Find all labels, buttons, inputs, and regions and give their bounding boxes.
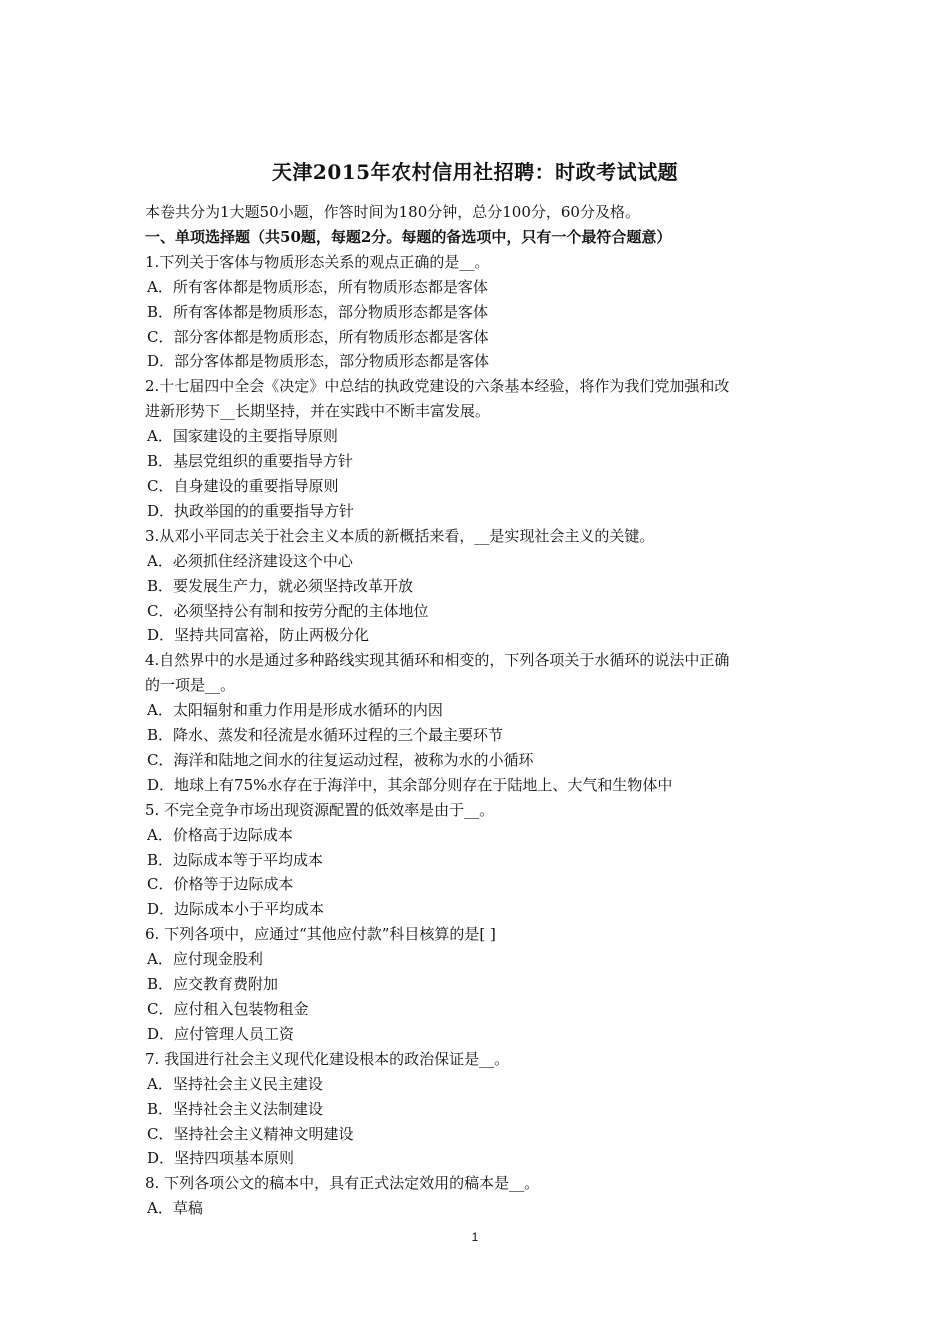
answer-option: C．海洋和陆地之间水的往复运动过程，被称为水的小循环: [147, 750, 534, 769]
exam-intro: 本卷共分为1大题50小题，作答时间为180分钟，总分100分，60分及格。: [145, 203, 640, 221]
answer-option: C．必须坚持公有制和按劳分配的主体地位: [147, 601, 429, 620]
answer-option: A．太阳辐射和重力作用是形成水循环的内因: [147, 701, 443, 720]
answer-option: D．应付管理人员工资: [147, 1024, 295, 1043]
answer-option: A．价格高于边际成本: [147, 825, 293, 844]
question-text: 2.十七届四中全会《决定》中总结的执政党建设的六条基本经验，将作为我们党加强和改: [145, 377, 730, 396]
answer-option: C．价格等于边际成本: [147, 875, 294, 894]
answer-option: C．应付租入包装物租金: [147, 1000, 309, 1018]
question-list: [145, 250, 817, 1221]
answer-option: A．草稿: [147, 1199, 203, 1218]
answer-option: A．应付现金股利: [147, 950, 263, 969]
answer-option: B．坚持社会主义法制建设: [147, 1099, 324, 1118]
answer-option: A．坚持社会主义民主建设: [147, 1074, 323, 1093]
answer-option: D．边际成本小于平均成本: [147, 900, 325, 919]
answer-option: B．降水、蒸发和径流是水循环过程的三个最主要环节: [147, 726, 504, 745]
answer-option: C．坚持社会主义精神文明建设: [147, 1124, 354, 1143]
answer-option: B．要发展生产力，就必须坚持改革开放: [147, 576, 414, 595]
answer-option: B．所有客体都是物质形态，部分物质形态都是客体: [147, 302, 489, 321]
answer-option: D．执政举国的的重要指导方针: [147, 501, 355, 520]
answer-option: A．国家建设的主要指导原则: [147, 427, 338, 446]
answer-option: C．自身建设的重要指导原则: [147, 476, 339, 495]
answer-option: B．基层党组织的重要指导方针: [147, 452, 354, 471]
question-text: 5. 不完全竞争市场出现资源配置的低效率是由于__。: [145, 800, 495, 819]
document-body: [145, 200, 817, 1221]
answer-option: D．坚持共同富裕，防止两极分化: [147, 626, 370, 645]
answer-option: C．部分客体都是物质形态，所有物质形态都是客体: [147, 327, 489, 346]
page-number: 1: [471, 1230, 479, 1244]
question-text: 8. 下列各项公文的稿本中，具有正式法定效用的稿本是__。: [145, 1174, 540, 1193]
answer-option: B．边际成本等于平均成本: [147, 850, 324, 869]
answer-option: A．必须抓住经济建设这个中心: [147, 551, 353, 570]
document-title: 天津2015年农村信用社招聘：时政考试试题: [271, 160, 679, 184]
answer-option: A．所有客体都是物质形态，所有物质形态都是客体: [147, 277, 488, 296]
answer-option: D．地球上有75%水存在于海洋中，其余部分则存在于陆地上、大气和生物体中: [147, 775, 673, 794]
answer-option: B．应交教育费附加: [147, 975, 279, 994]
question-text: 的一项是__。: [145, 676, 236, 695]
question-text: 1.下列关于客体与物质形态关系的观点正确的是__。: [145, 252, 490, 271]
section-heading: 一、单项选择题（共50题，每题2分。每题的备选项中，只有一个最符合题意）: [145, 227, 672, 246]
question-text: 4.自然界中的水是通过多种路线实现其循环和相变的，下列各项关于水循环的说法中正确: [145, 651, 730, 670]
answer-option: D．坚持四项基本原则: [147, 1149, 295, 1168]
question-text: 进新形势下__长期坚持，并在实践中不断丰富发展。: [145, 402, 491, 421]
question-text: 7. 我国进行社会主义现代化建设根本的政治保证是__。: [145, 1049, 510, 1068]
answer-option: D．部分客体都是物质形态，部分物质形态都是客体: [147, 352, 490, 371]
question-text: 6. 下列各项中，应通过“其他应付款”科目核算的是[ ]: [145, 925, 496, 944]
question-text: 3.从邓小平同志关于社会主义本质的新概括来看，__是实现社会主义的关键。: [145, 526, 655, 545]
